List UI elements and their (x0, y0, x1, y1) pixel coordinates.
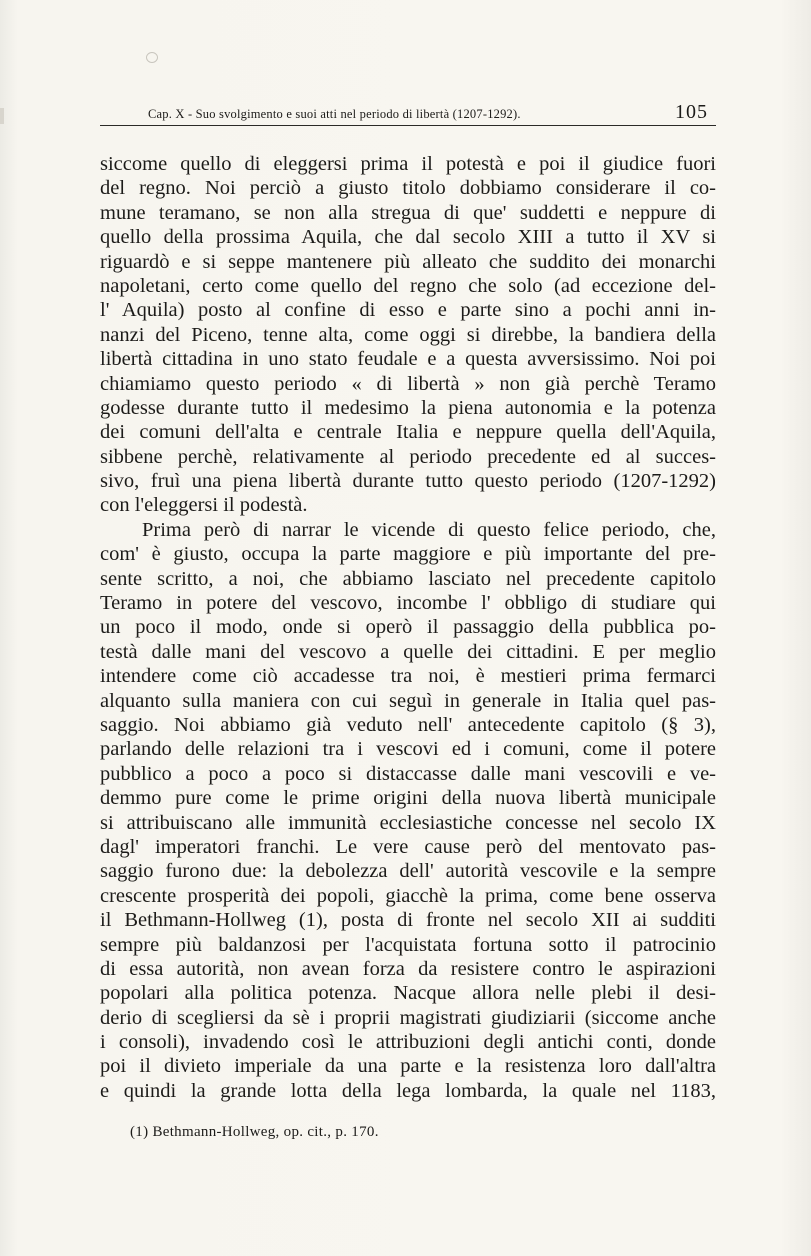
paragraph-start-line: Prima però di narrar le vicende di questo felice periodo, che, (142, 518, 716, 541)
text-line: di essa autorità, non avean forza da resistere contro le aspirazioni (100, 957, 716, 980)
text-line: napoletani, certo come quello del regno che solo (ad eccezione del- (100, 274, 716, 297)
running-title: Cap. X - Suo svolgimento e suoi atti nel periodo di libertà (1207-1292). (148, 107, 521, 121)
running-header (100, 101, 716, 126)
text-line: demmo pure come le prime origini della nuova libertà municipale (100, 787, 716, 810)
text-line: dei comuni dell'alta e centrale Italia e neppure quella dell'Aquila, (100, 421, 716, 444)
text-line: siccome quello di eleggersi prima il potestà e poi il giudice fuori (100, 153, 716, 175)
body-text (100, 152, 716, 1103)
text-line: poi il divieto imperiale da una parte e la resistenza loro dall'altra (100, 1055, 716, 1078)
text-line: e quindi la grande lotta della lega lombarda, la quale nel 1183, (100, 1079, 716, 1102)
text-line: sivo, fruì una piena libertà durante tutto questo periodo (1207-1292) (100, 470, 716, 493)
text-line: libertà cittadina in uno stato feudale e a questa avversissimo. Noi poi (100, 348, 716, 371)
text-line: godesse durante tutto il medesimo la piena autonomia e la potenza (100, 396, 716, 419)
footnote: (1) Bethmann-Hollweg, op. cit., p. 170. (130, 1124, 379, 1140)
stamp-mark (146, 52, 158, 63)
text-line: riguardò e si seppe mantenere più alleato che suddito dei monarchi (100, 250, 716, 273)
page-edge-mark (0, 108, 4, 124)
text-line: il Bethmann-Hollweg (1), posta di fronte nel secolo XII ai sudditi (100, 909, 716, 932)
text-line: Teramo in potere del vescovo, incombe l' obbligo di studiare qui (100, 592, 716, 615)
text-line: alquanto sulla maniera con cui seguì in generale in Italia quel pas- (100, 689, 716, 712)
text-line: quello della prossima Aquila, che dal secolo XIII a tutto il XV si (100, 226, 716, 249)
text-line: del regno. Noi perciò a giusto titolo dobbiamo considerare il co- (100, 177, 716, 200)
text-line: chiamiamo questo periodo « di libertà » non già perchè Teramo (100, 372, 716, 395)
text-line: sente scritto, a noi, che abbiamo lasciato nel precedente capitolo (100, 567, 716, 590)
text-line: saggio furono due: la debolezza dell' autorità vescovile e la sempre (100, 860, 716, 883)
text-line: un poco il modo, onde si operò il passaggio della pubblica po- (100, 616, 716, 639)
page-number: 105 (675, 101, 708, 123)
text-line: derio di scegliersi da sè i proprii magistrati giudiziarii (siccome anche (100, 1006, 716, 1029)
text-line: dagl' imperatori franchi. Le vere cause però del mentovato pas- (100, 835, 716, 858)
text-line: saggio. Noi abbiamo già veduto nell' antecedente capitolo (§ 3), (100, 713, 716, 736)
text-line: si attribuiscano alle immunità ecclesiastiche concesse nel secolo IX (100, 811, 716, 834)
paragraph-end-line: con l'eleggersi il podestà. (100, 494, 308, 517)
text-line: mune teramano, se non alla stregua di que' suddetti e neppure di (100, 201, 716, 224)
text-line: com' è giusto, occupa la parte maggiore e più importante del pre- (100, 543, 716, 566)
text-line: parlando delle relazioni tra i vescovi ed i comuni, come il potere (100, 738, 716, 761)
text-line: pubblico a poco a poco si distaccasse dalle mani vescovili e ve- (100, 762, 716, 785)
text-line: intendere come ciò accadesse tra noi, è mestieri prima fermarci (100, 665, 716, 688)
text-line: nanzi del Piceno, tenne alta, come oggi si direbbe, la bandiera della (100, 323, 716, 346)
text-line: l' Aquila) posto al confine di esso e parte sino a pochi anni in- (100, 299, 716, 322)
text-line: testà dalle mani del vescovo a quelle dei cittadini. E per meglio (100, 640, 716, 663)
text-line: i consoli), invadendo così le attribuzioni degli antichi conti, donde (100, 1031, 716, 1054)
text-line: sempre più baldanzosi per l'acquistata fortuna sotto il patrocinio (100, 933, 716, 956)
text-line: crescente prosperità dei popoli, giacchè la prima, come bene osserva (100, 884, 716, 907)
text-line: sibbene perchè, relativamente al periodo precedente ed al succes- (100, 445, 716, 468)
text-line: popolari alla politica potenza. Nacque allora nelle plebi il desi- (100, 982, 716, 1005)
